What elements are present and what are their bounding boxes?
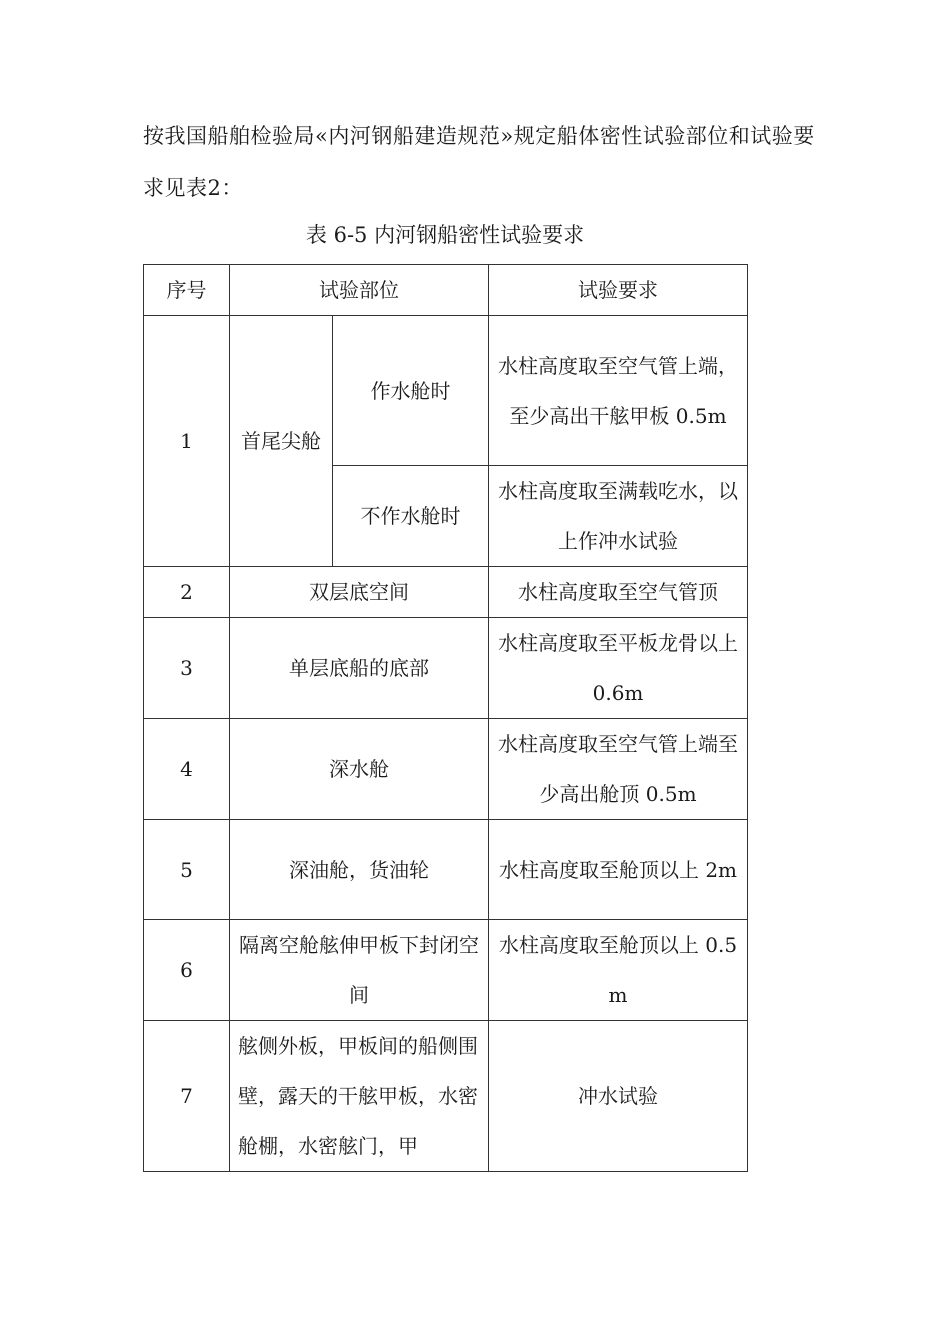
cell-no: 1 xyxy=(144,316,230,567)
table-row xyxy=(144,719,748,820)
cell-position-text: 舷侧外板，甲板间的船侧围壁，露天的干舷甲板，水密舱棚，水密舷门，甲 xyxy=(238,1034,478,1158)
cell-requirement: 水柱高度取至空气管顶 xyxy=(489,567,748,618)
table-header-row xyxy=(144,265,748,316)
table-row xyxy=(144,567,748,618)
table-row xyxy=(144,316,748,466)
cell-position: 隔离空舱舷伸甲板下封闭空间 xyxy=(230,920,489,1021)
cell-condition: 不作水舱时 xyxy=(333,466,489,567)
cell-no: 3 xyxy=(144,618,230,719)
table-row xyxy=(144,820,748,920)
cell-requirement: 冲水试验 xyxy=(489,1021,748,1172)
cell-position xyxy=(230,1021,489,1172)
table-row xyxy=(144,1021,748,1172)
cell-no: 6 xyxy=(144,920,230,1021)
cell-no: 2 xyxy=(144,567,230,618)
cell-no: 7 xyxy=(144,1021,230,1172)
header-no: 序号 xyxy=(144,265,230,316)
cell-position: 单层底船的底部 xyxy=(230,618,489,719)
table-row xyxy=(144,920,748,1021)
cell-requirement: 水柱高度取至空气管上端至少高出舱顶 0.5m xyxy=(489,719,748,820)
cell-no: 5 xyxy=(144,820,230,920)
table-caption: 表 6-5 内河钢船密性试验要求 xyxy=(305,223,585,247)
cell-position: 深水舱 xyxy=(230,719,489,820)
cell-requirement: 水柱高度取至空气管上端，至少高出干舷甲板 0.5m xyxy=(489,316,748,466)
cell-requirement: 水柱高度取至舱顶以上 2m xyxy=(489,820,748,920)
table-row xyxy=(144,618,748,719)
cell-position: 首尾尖舱 xyxy=(230,316,333,567)
header-position: 试验部位 xyxy=(230,265,489,316)
cell-condition: 作水舱时 xyxy=(333,316,489,466)
cell-no: 4 xyxy=(144,719,230,820)
header-requirement: 试验要求 xyxy=(489,265,748,316)
intro-paragraph: 按我国船舶检验局«内河钢船建造规范»规定船体密性试验部位和试验要求见表2： xyxy=(143,124,815,200)
test-requirements-table xyxy=(143,264,748,1172)
cell-position: 双层底空间 xyxy=(230,567,489,618)
cell-requirement: 水柱高度取至平板龙骨以上 0.6m xyxy=(489,618,748,719)
cell-position: 深油舱，货油轮 xyxy=(230,820,489,920)
cell-requirement: 水柱高度取至满载吃水，以上作冲水试验 xyxy=(489,466,748,567)
cell-requirement: 水柱高度取至舱顶以上 0.5m xyxy=(489,920,748,1021)
